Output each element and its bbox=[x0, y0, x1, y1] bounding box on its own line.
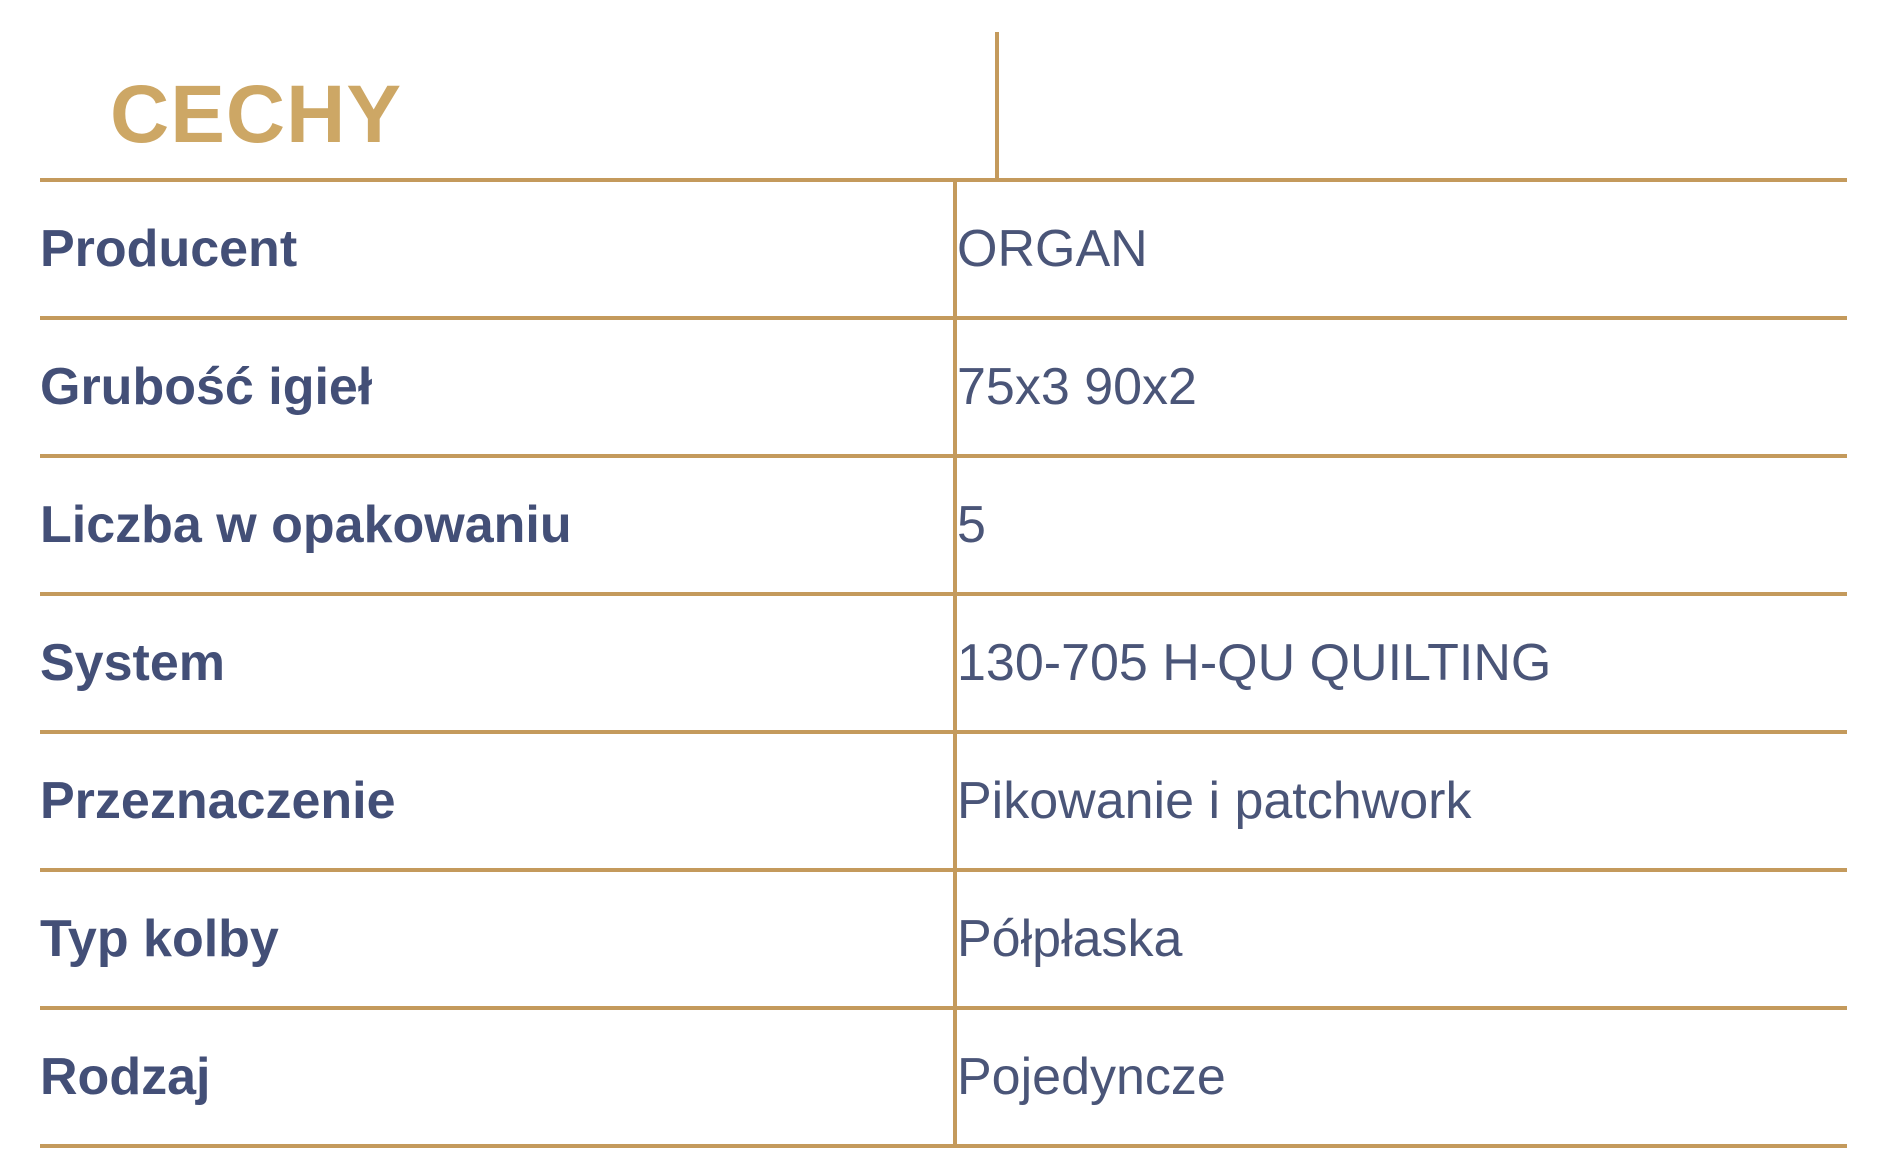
table-row bbox=[40, 732, 1847, 870]
row-value-grubosc-igiel: 75x3 90x2 bbox=[955, 318, 1847, 456]
row-label-typ-kolby: Typ kolby bbox=[40, 870, 955, 1008]
table-row bbox=[40, 594, 1847, 732]
title-cell bbox=[40, 69, 995, 178]
table-row bbox=[40, 318, 1847, 456]
row-value-przeznaczenie: Pikowanie i patchwork bbox=[955, 732, 1847, 870]
sheet-header bbox=[40, 0, 1847, 178]
table-row bbox=[40, 180, 1847, 318]
row-label-producent: Producent bbox=[40, 180, 955, 318]
row-value-producent: ORGAN bbox=[955, 180, 1847, 318]
specification-table bbox=[40, 178, 1847, 1148]
specification-table-body bbox=[40, 180, 1847, 1146]
page-title: CECHY bbox=[110, 69, 403, 160]
header-vertical-divider bbox=[995, 32, 999, 178]
row-label-grubosc-igiel: Grubość igieł bbox=[40, 318, 955, 456]
table-row bbox=[40, 1008, 1847, 1146]
table-row bbox=[40, 870, 1847, 1008]
row-label-liczba-w-opakowaniu: Liczba w opakowaniu bbox=[40, 456, 955, 594]
row-value-liczba-w-opakowaniu: 5 bbox=[955, 456, 1847, 594]
row-label-przeznaczenie: Przeznaczenie bbox=[40, 732, 955, 870]
row-label-rodzaj: Rodzaj bbox=[40, 1008, 955, 1146]
row-value-system: 130-705 H-QU QUILTING bbox=[955, 594, 1847, 732]
table-row bbox=[40, 456, 1847, 594]
row-value-rodzaj: Pojedyncze bbox=[955, 1008, 1847, 1146]
row-label-system: System bbox=[40, 594, 955, 732]
row-value-typ-kolby: Półpłaska bbox=[955, 870, 1847, 1008]
